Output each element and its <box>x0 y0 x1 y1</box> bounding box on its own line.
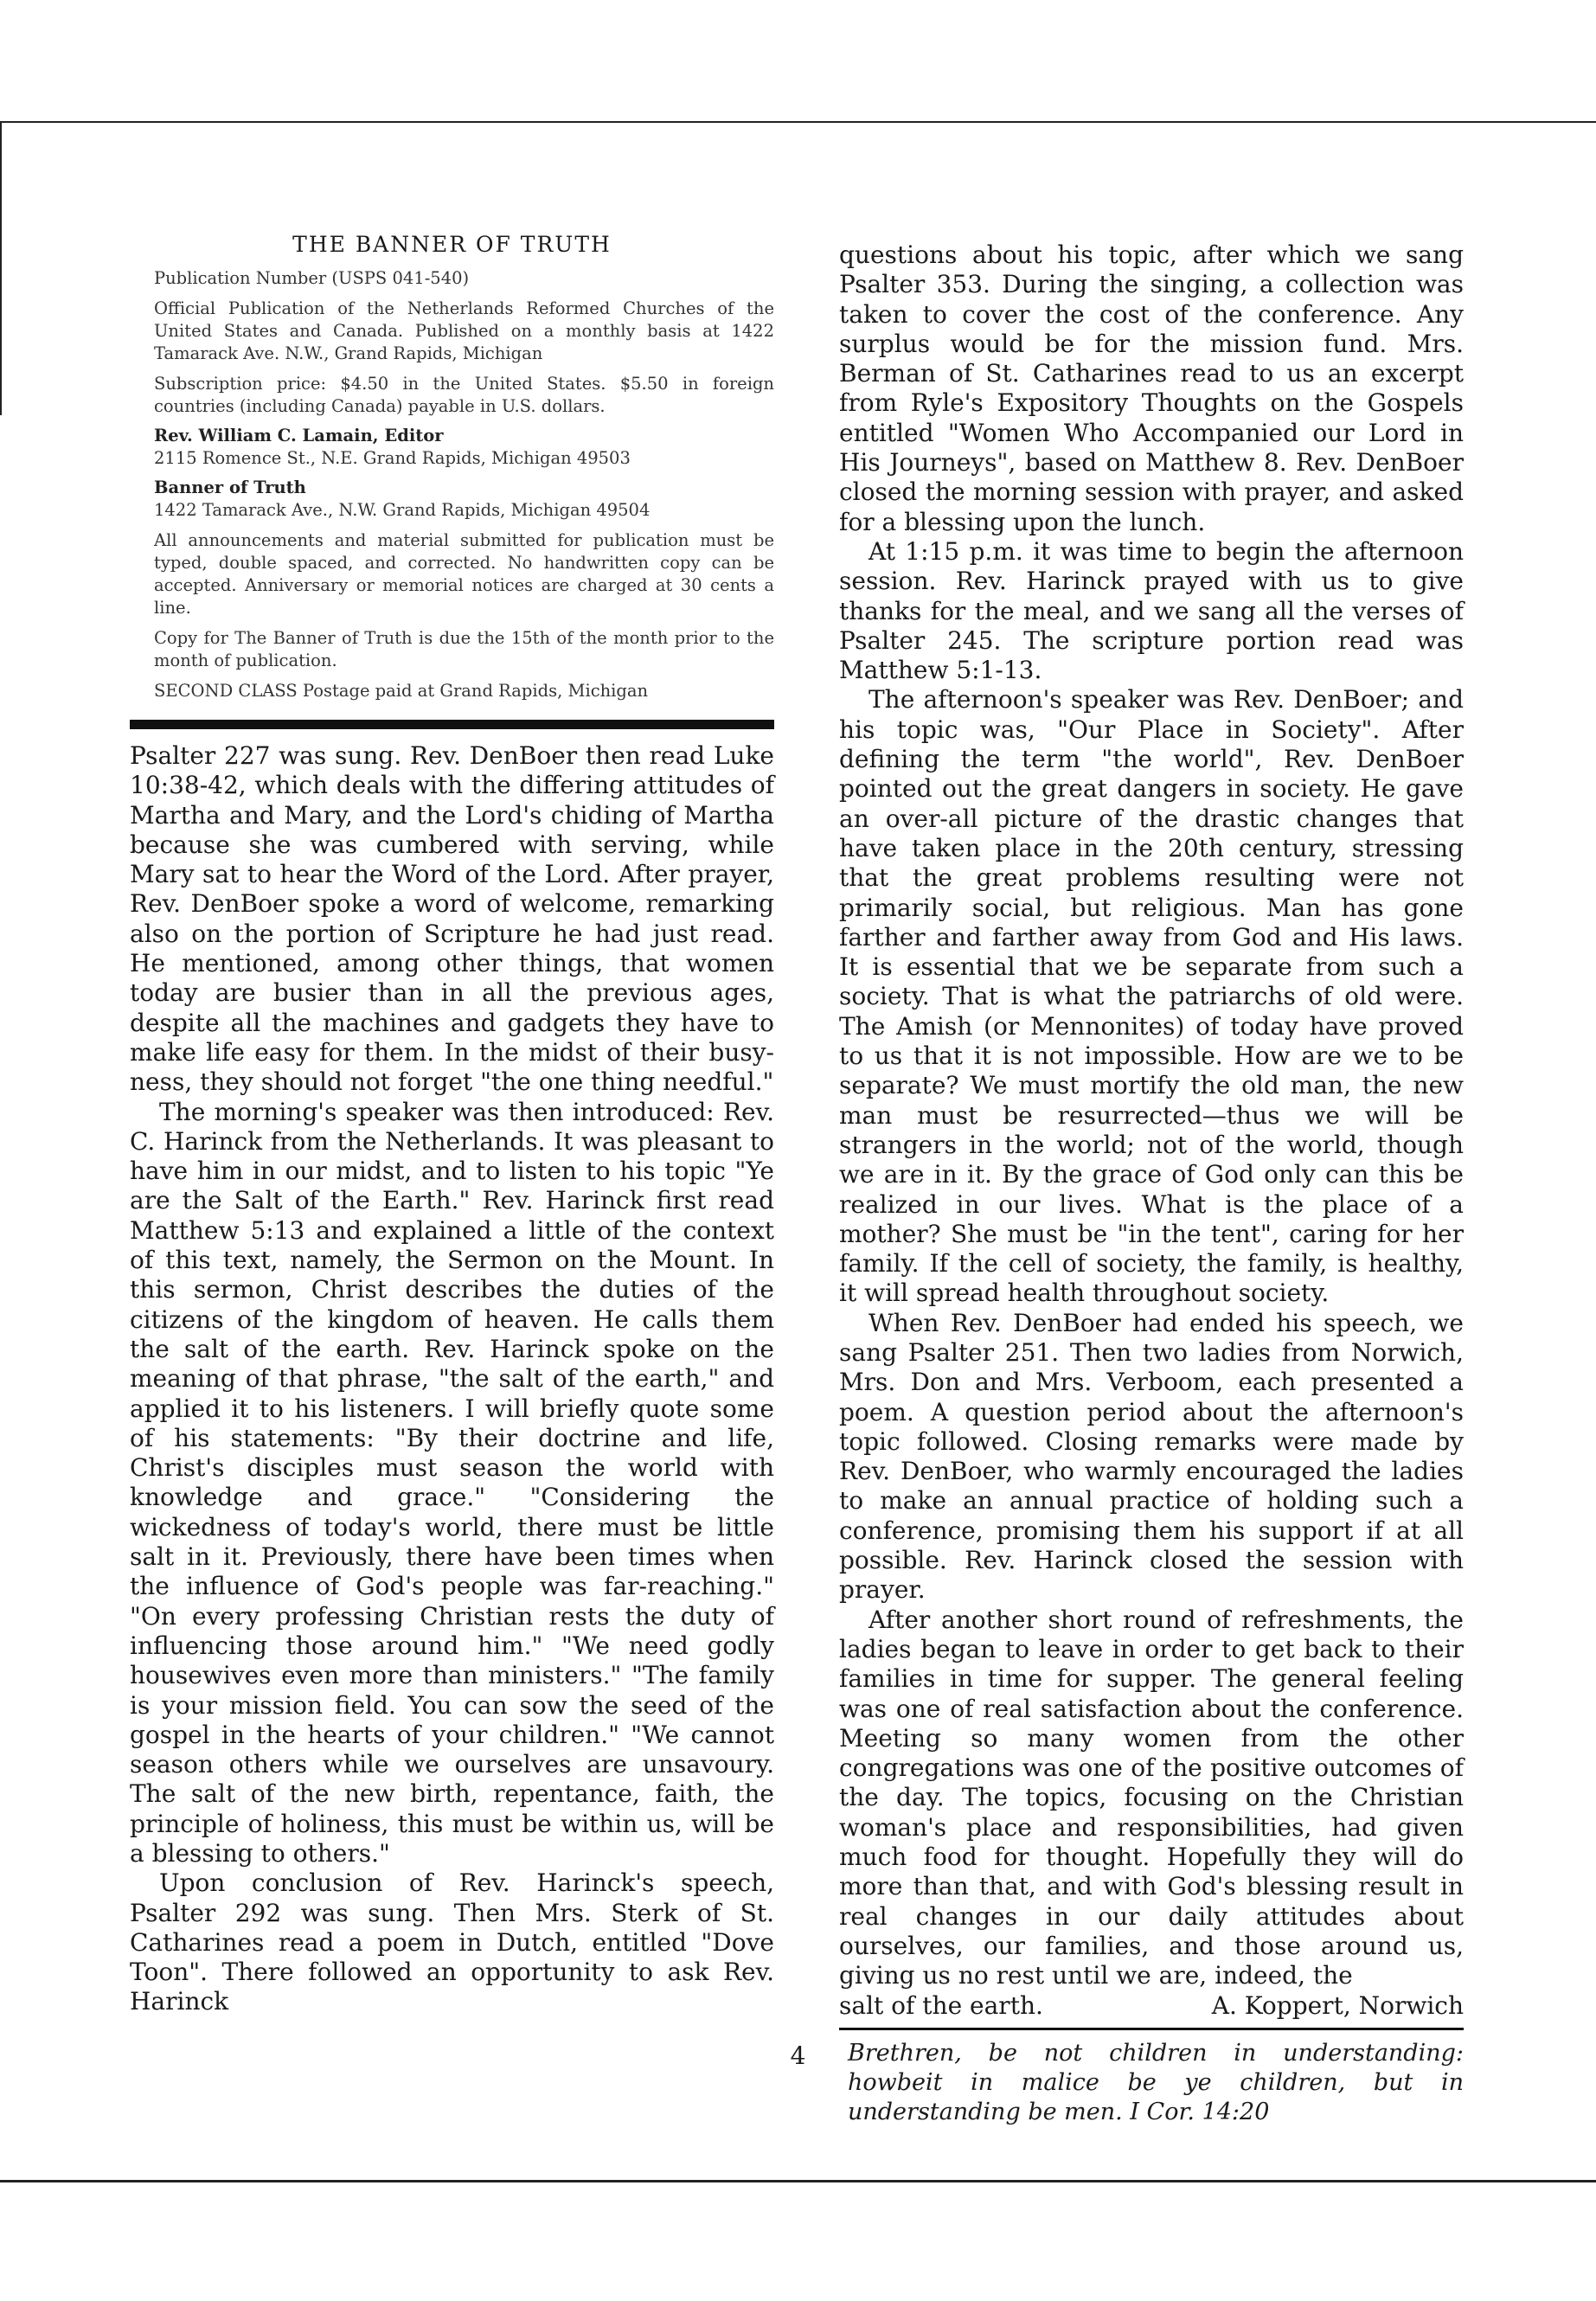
official-publication-note: Official Publication of the Netherlands Reformed Churches of the United States and Canada. Published on a monthly basis at 1422 Tamarack Ave. N.W., Grand Rapids, Michigan <box>154 298 774 363</box>
copy-due-note: Copy for The Banner of Truth is due the 15th of the month prior to the month of publication. <box>154 628 774 670</box>
banner-label: Banner of Truth <box>154 478 306 497</box>
left-column <box>130 232 774 2017</box>
editor-label: Rev. William C. Lamain, Editor <box>154 426 444 445</box>
closing-phrase: salt of the earth. <box>839 1990 1043 2020</box>
postage-note: SECOND CLASS Postage paid at Grand Rapids, Michigan <box>154 681 649 701</box>
left-paragraph-1: Psalter 227 was sung. Rev. DenBoer then read Luke 10:38-42, which deals with the differing attitudes of Martha and Mary, and the Lord's chiding of Martha because she was cumbered with serving, while Mary sat to hear the Word of the Lord. After prayer, Rev. DenBoer spoke a word of welcome, remarking also on the portion of Scripture he had just read. He mentioned, among other things, that women today are busier than in all the previous ages, despite all the machines and gadgets they have to make life easy for them. In the midst of their busy-ness, they should not forget "the one thing needful." <box>130 741 774 1097</box>
article-author: A. Koppert, Norwich <box>1211 1990 1464 2020</box>
masthead <box>130 232 774 729</box>
right-column <box>839 240 1464 2127</box>
right-paragraph-2: At 1:15 p.m. it was time to begin the afternoon session. Rev. Harinck prayed with us to give thanks for the meal, and we sang all the verses of Psalter 245. The scripture portion read was Matthew 5:1-13. <box>839 536 1464 685</box>
left-paragraph-3: Upon conclusion of Rev. Harinck's speech, Psalter 292 was sung. Then Mrs. Sterk of St. Catharines read a poem in Dutch, entitled "Dove Toon". There followed an opportunity to ask Rev. Harinck <box>130 1868 774 2016</box>
scan-edge-top-rule <box>0 121 1596 123</box>
page-number: 4 <box>790 2041 806 2070</box>
right-paragraph-4: When Rev. DenBoer had ended his speech, we sang Psalter 251. Then two ladies from Norwich, Mrs. Don and Mrs. Verboom, each presented a poem. A question period about the afternoon's topic followed. Closing remarks were made by Rev. DenBoer, who warmly encouraged the ladies to make an annual practice of holding such a conference, promising them his support if at all possible. Rev. Harinck closed the session with prayer. <box>839 1308 1464 1605</box>
scan-edge-bottom-rule <box>0 2180 1596 2182</box>
scan-edge-left-rule <box>0 121 2 415</box>
right-paragraph-1: questions about his topic, after which we sang Psalter 353. During the singing, a collection was taken to cover the cost of the conference. Any surplus would be for the mission fund. Mrs. Berman of St. Catharines read to us an excerpt from Ryle's Expository Thoughts on the Gospels entitled "Women Who Accompanied our Lord in His Journeys", based on Matthew 8. Rev. DenBoer closed the morning session with prayer, and asked for a blessing upon the lunch. <box>839 240 1464 536</box>
masthead-title: THE BANNER OF TRUTH <box>292 232 612 257</box>
subscription-price: Subscription price: $4.50 in the United States. $5.50 in foreign countries (including Canada) payable in U.S. dollars. <box>154 374 774 416</box>
masthead-divider <box>130 720 774 729</box>
quote-divider <box>839 2028 1464 2030</box>
banner-address: 1422 Tamarack Ave., N.W. Grand Rapids, Michigan 49504 <box>154 500 651 520</box>
scripture-quote: Brethren, be not children in understanding: howbeit in malice be ye children, but in understanding be men. I Cor. 14:20 <box>848 2039 1464 2125</box>
announcements-note: All announcements and material submitted for publication must be typed, double spaced, and corrected. No handwritten copy can be accepted. Anniversary or memorial notices are charged at 30 cents a line. <box>154 530 774 618</box>
right-paragraph-3: The afternoon's speaker was Rev. DenBoer; and his topic was, "Our Place in Society". After defining the term "the world", Rev. DenBoer pointed out the great dangers in society. He gave an over-all picture of the drastic changes that have taken place in the 20th century, stressing that the great problems resulting were not primarily social, but religious. Man has gone farther and farther away from God and His laws. It is essential that we be separate from such a society. That is what the patriarchs of old were. The Amish (or Mennonites) of today have proved to us that it is not impossible. How are we to be separate? We must mortify the old man, the new man must be resurrected—thus we will be strangers in the world; not of the world, though we are in it. By the grace of God only can this be realized in our lives. What is the place of a mother? She must be "in the tent", caring for her family. If the cell of society, the family, is healthy, it will spread health throughout society. <box>839 685 1464 1308</box>
publication-number: Publication Number (USPS 041-540) <box>154 268 470 288</box>
right-paragraph-5: After another short round of refreshments, the ladies began to leave in order to get back to their families in time for supper. The general feeling was one of real satisfaction about the conference. Meeting so many women from the other congregations was one of the positive outcomes of the day. The topics, focusing on the Christian woman's place and responsibilities, had given much food for thought. Hopefully they will do more than that, and with God's blessing result in real changes in our daily attitudes about ourselves, our families, and those around us, giving us no rest until we are, indeed, the <box>839 1605 1464 1990</box>
editor-address: 2115 Romence St., N.E. Grand Rapids, Michigan 49503 <box>154 448 631 468</box>
left-paragraph-2: The morning's speaker was then introduced: Rev. C. Harinck from the Netherlands. It was pleasant to have him in our midst, and to listen to his topic "Ye are the Salt of the Earth." Rev. Harinck first read Matthew 5:13 and explained a little of the context of this text, namely, the Sermon on the Mount. In this sermon, Christ describes the duties of the citizens of the kingdom of heaven. He calls them the salt of the earth. Rev. Harinck spoke on the meaning of that phrase, "the salt of the earth," and applied it to his listeners. I will briefly quote some of his statements: "By their doctrine and life, Christ's disciples must season the world with knowledge and grace." "Considering the wickedness of today's world, there must be little salt in it. Previously, there have been times when the influence of God's people was far-reaching." "On every professing Christian rests the duty of influencing those around him." "We need godly housewives even more than ministers." "The family is your mission field. You can sow the seed of the gospel in the hearts of your children." "We cannot season others while we ourselves are unsavoury. The salt of the new birth, repentance, faith, the principle of holiness, this must be within us, will be a blessing to others." <box>130 1097 774 1868</box>
signoff-line <box>839 1991 1464 2021</box>
